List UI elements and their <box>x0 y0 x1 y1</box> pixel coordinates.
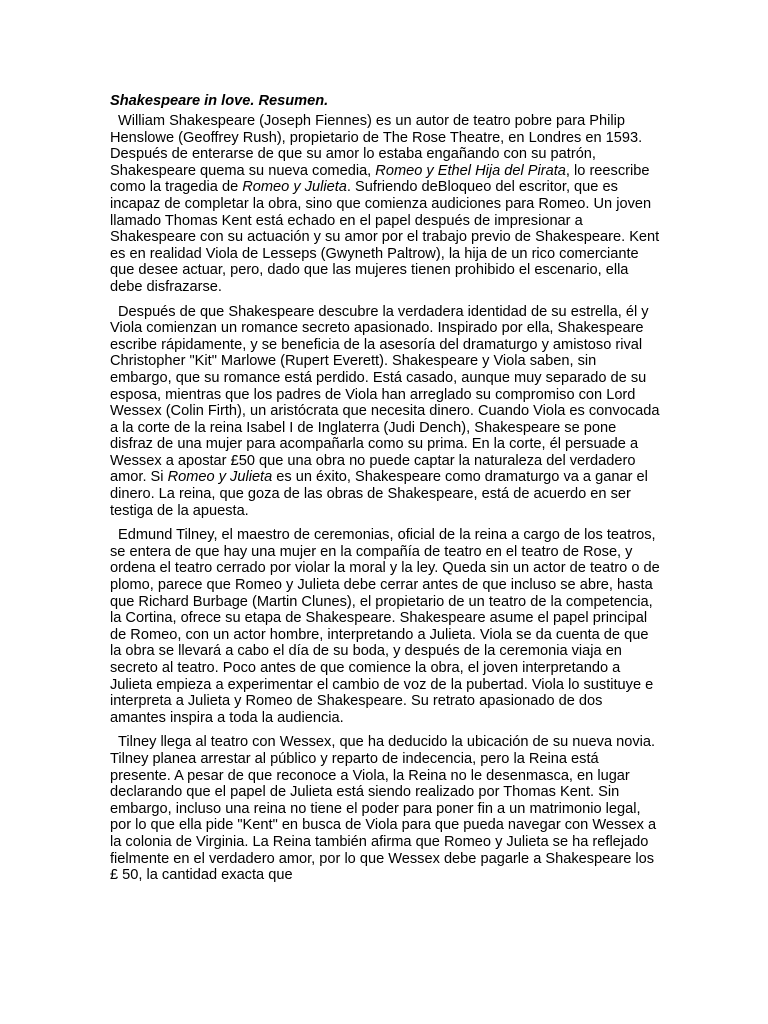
paragraph-text: William Shakespeare (Joseph Fiennes) es un autor de teatro pobre para Philip Henslowe (Geoffrey Rush), propietario de The Rose Theatre, en Londres en 1593. Después de enterarse de que su amor lo estaba engañando con su patrón, Shakespeare quema su nueva comedia, <box>110 113 643 179</box>
document-title: Shakespeare in love. Resumen. <box>110 93 329 109</box>
document-page <box>110 92 660 892</box>
paragraph <box>110 304 660 520</box>
italic-title-text: Romeo y Julieta <box>167 469 273 486</box>
paragraph-text: . Sufriendo deBloqueo del escritor, que es incapaz de completar la obra, sino que comienza audiciones para Romeo. Un joven llamado Thomas Kent está echado en el papel después de impresionar a Shakespeare con su actuación y su amor por el trabajo previo de Shakespeare. Kent es en realidad Viola de Lesseps (Gwyneth Paltrow), la hija de un rico comerciante que desee actuar, pero, dado que las mujeres tienen prohibido el escenario, ella debe disfrazarse. <box>110 179 660 295</box>
paragraph-text: , lo reescribe como la tragedia de <box>110 162 650 196</box>
paragraph <box>110 734 660 883</box>
italic-title-text: Romeo y Ethel Hija del Pirata <box>375 162 566 179</box>
paragraph <box>110 527 660 726</box>
paragraph <box>110 113 660 296</box>
paragraph-text: Edmund Tilney, el maestro de ceremonias, oficial de la reina a cargo de los teatros, se entera de que hay una mujer en la compañía de teatro en el teatro de Rose, y ordena el teatro cerrado por violar la moral y la ley. Queda sin un actor de teatro o de plomo, parece que Romeo y Julieta debe cerrar antes de que incluso se abre, hasta que Richard Burbage (Martin Clunes), el propietario de un teatro de la competencia, la Cortina, ofrece su etapa de Shakespeare. Shakespeare asume el papel principal de Romeo, con un actor hombre, interpretando a Julieta. Viola se da cuenta de que la obra se llevará a cabo el día de su boda, y después de la ceremonia viaja en secreto al teatro. Poco antes de que comience la obra, el joven interpretando a Julieta empieza a experimentar el cambio de voz de la pubertad. Viola lo sustituye e interpreta a Julieta y Romeo de Shakespeare. Su retrato apasionado de dos amantes inspira a toda la audiencia. <box>110 527 660 726</box>
italic-title-text: Romeo y Julieta <box>242 179 347 196</box>
paragraph-text: es un éxito, Shakespeare como dramaturgo va a ganar el dinero. La reina, que goza de las obras de Shakespeare, está de acuerdo en ser testiga de la apuesta. <box>110 469 648 519</box>
paragraph-text: Después de que Shakespeare descubre la verdadera identidad de su estrella, él y Viola comienzan un romance secreto apasionado. Inspirado por ella, Shakespeare escribe rápidamente, y se beneficia de la asesoría del dramaturgo y amistoso rival Christopher "Kit" Marlowe (Rupert Everett). Shakespeare y Viola saben, sin embargo, que su romance está perdido. Está casado, aunque muy separado de su esposa, mientras que los padres de Viola han arreglado su compromiso con Lord Wessex (Colin Firth), un aristócrata que necesita dinero. Cuando Viola es convocada a la corte de la reina Isabel I de Inglaterra (Judi Dench), Shakespeare se pone disfraz de una mujer para acompañarla como su prima. En la corte, él persuade a Wessex a apostar £50 que una obra no puede captar la naturaleza del verdadero amor. Si <box>110 303 660 486</box>
paragraph-text: Tilney llega al teatro con Wessex, que ha deducido la ubicación de su nueva novia. Tilney planea arrestar al público y reparto de indecencia, pero la Reina está presente. A pesar de que reconoce a Viola, la Reina no le desenmasca, en lugar declarando que el papel de Julieta está siendo realizado por Thomas Kent. Sin embargo, incluso una reina no tiene el poder para poner fin a un matrimonio legal, por lo que ella pide "Kent" en busca de Viola para que pueda navegar con Wessex a la colonia de Virginia. La Reina también afirma que Romeo y Julieta se ha reflejado fielmente en el verdadero amor, por lo que Wessex debe pagarle a Shakespeare los £ 50, la cantidad exacta que <box>110 734 657 884</box>
document-body <box>110 113 660 884</box>
